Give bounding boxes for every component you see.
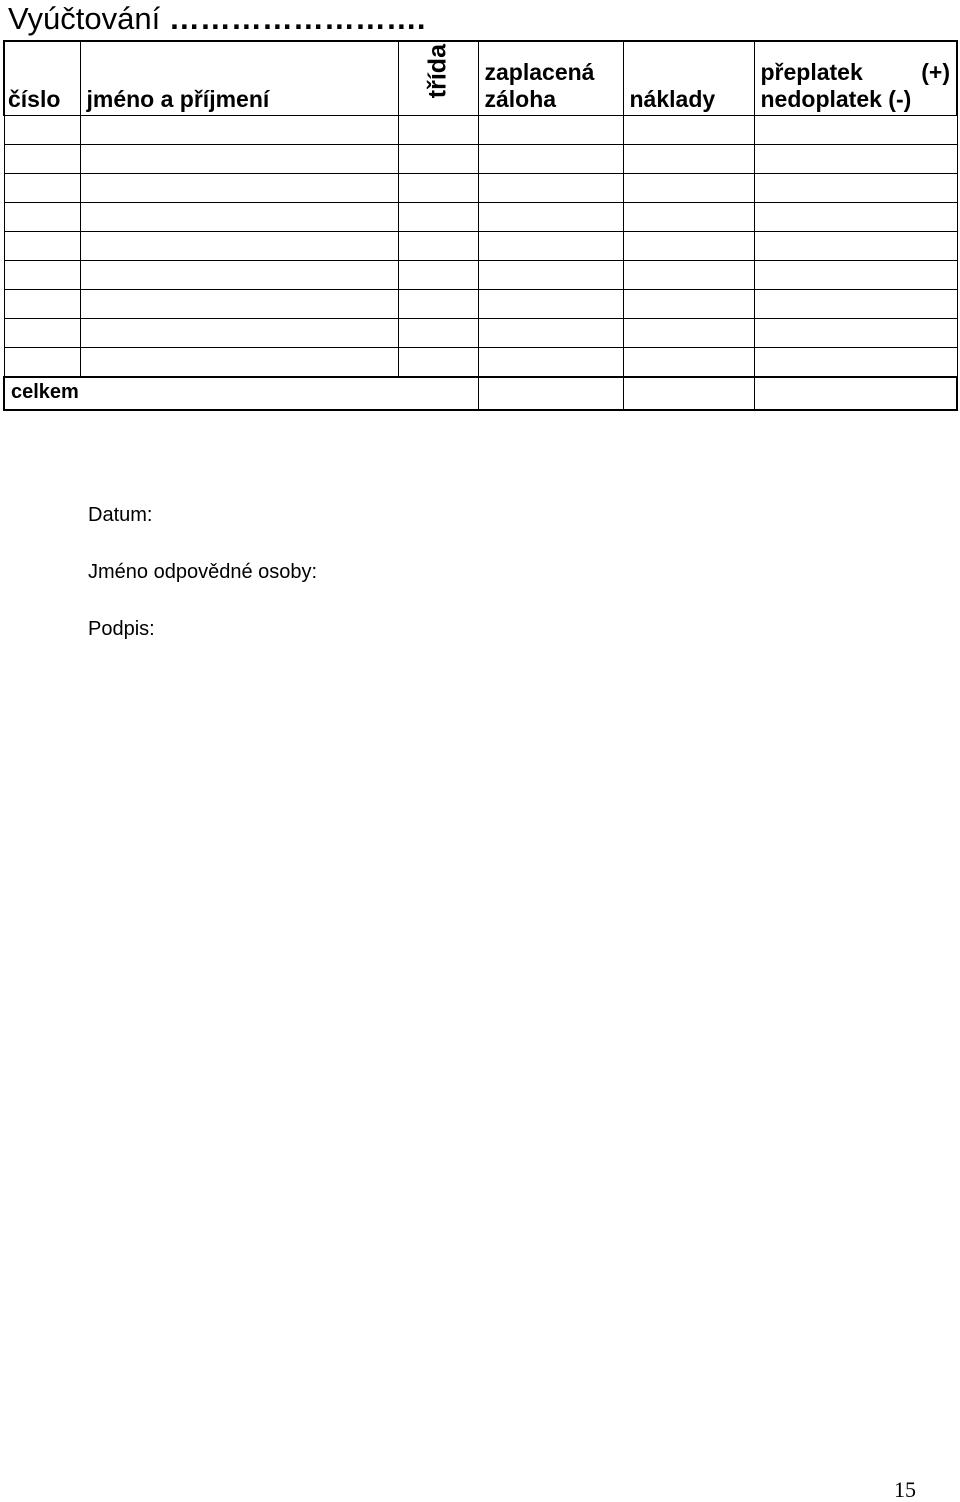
cell-zaloha[interactable] [478,203,623,232]
cell-jmeno[interactable] [80,203,398,232]
header-preplatek-line [761,59,957,86]
cell-trida[interactable] [398,290,478,319]
cell-preplatek[interactable] [754,232,957,261]
signature-label: Podpis: [88,618,155,640]
cell-cislo[interactable] [4,290,80,319]
cell-zaloha[interactable] [478,232,623,261]
cell-naklady[interactable] [623,232,754,261]
cell-cislo[interactable] [4,348,80,377]
table-row [4,203,957,232]
cell-jmeno[interactable] [80,116,398,145]
table-row [4,116,957,145]
cell-preplatek[interactable] [754,145,957,174]
table-row [4,232,957,261]
cell-preplatek[interactable] [754,319,957,348]
cell-naklady[interactable] [623,116,754,145]
cell-zaloha[interactable] [478,116,623,145]
header-nedoplatek: nedoplatek (-) [760,86,912,112]
cell-zaloha[interactable] [478,290,623,319]
cell-cislo[interactable] [4,261,80,290]
header-jmeno: jméno a příjmení [80,41,398,116]
cell-preplatek[interactable] [754,261,957,290]
cell-jmeno[interactable] [80,290,398,319]
header-zaloha [478,41,623,116]
cell-trida[interactable] [398,116,478,145]
cell-naklady[interactable] [623,319,754,348]
cell-cislo[interactable] [4,232,80,261]
total-preplatek-cell[interactable] [754,377,957,410]
cell-preplatek[interactable] [754,348,957,377]
table-row [4,261,957,290]
total-zaloha-cell[interactable] [478,377,623,410]
table-row [4,348,957,377]
header-trida [398,41,478,116]
cell-naklady[interactable] [623,145,754,174]
table-row [4,145,957,174]
header-preplatek-word: přeplatek [760,59,863,85]
cell-jmeno[interactable] [80,232,398,261]
total-label: celkem [4,377,478,410]
total-row [4,377,957,410]
cell-zaloha[interactable] [478,319,623,348]
cell-zaloha[interactable] [478,174,623,203]
cell-naklady[interactable] [623,203,754,232]
header-cislo: číslo [4,41,80,116]
document-title [8,0,425,38]
header-zaloha-line1: zaplacená [484,59,595,85]
header-preplatek-sign: (+) [921,59,950,85]
cell-zaloha[interactable] [478,348,623,377]
cell-zaloha[interactable] [478,261,623,290]
cell-preplatek[interactable] [754,290,957,319]
responsible-person-label: Jméno odpovědné osoby: [88,561,318,583]
cell-jmeno[interactable] [80,261,398,290]
cell-jmeno[interactable] [80,145,398,174]
cell-cislo[interactable] [4,145,80,174]
cell-jmeno[interactable] [80,348,398,377]
table-header-row [4,41,957,116]
cell-preplatek[interactable] [754,116,957,145]
cell-trida[interactable] [398,348,478,377]
cell-jmeno[interactable] [80,174,398,203]
cell-cislo[interactable] [4,174,80,203]
cell-trida[interactable] [398,261,478,290]
table-row [4,290,957,319]
header-naklady: náklady [623,41,754,116]
cell-cislo[interactable] [4,203,80,232]
table-row [4,174,957,203]
table-row [4,319,957,348]
cell-trida[interactable] [398,174,478,203]
cell-cislo[interactable] [4,116,80,145]
cell-trida[interactable] [398,203,478,232]
cell-preplatek[interactable] [754,203,957,232]
cell-naklady[interactable] [623,261,754,290]
cell-jmeno[interactable] [80,319,398,348]
header-trida-text: třída [423,44,452,99]
cell-naklady[interactable] [623,174,754,203]
cell-cislo[interactable] [4,319,80,348]
date-label: Datum: [88,504,153,526]
title-dots: ……………………. [168,1,426,36]
cell-trida[interactable] [398,232,478,261]
header-preplatek [754,41,957,116]
cell-preplatek[interactable] [754,174,957,203]
page-number: 15 [894,1477,916,1502]
cell-zaloha[interactable] [478,145,623,174]
cell-trida[interactable] [398,145,478,174]
title-text: Vyúčtování [8,1,161,36]
header-zaloha-line2: záloha [484,86,557,112]
table-body [4,116,957,410]
total-naklady-cell[interactable] [623,377,754,410]
cell-trida[interactable] [398,319,478,348]
settlement-table [3,40,958,411]
cell-naklady[interactable] [623,348,754,377]
cell-naklady[interactable] [623,290,754,319]
